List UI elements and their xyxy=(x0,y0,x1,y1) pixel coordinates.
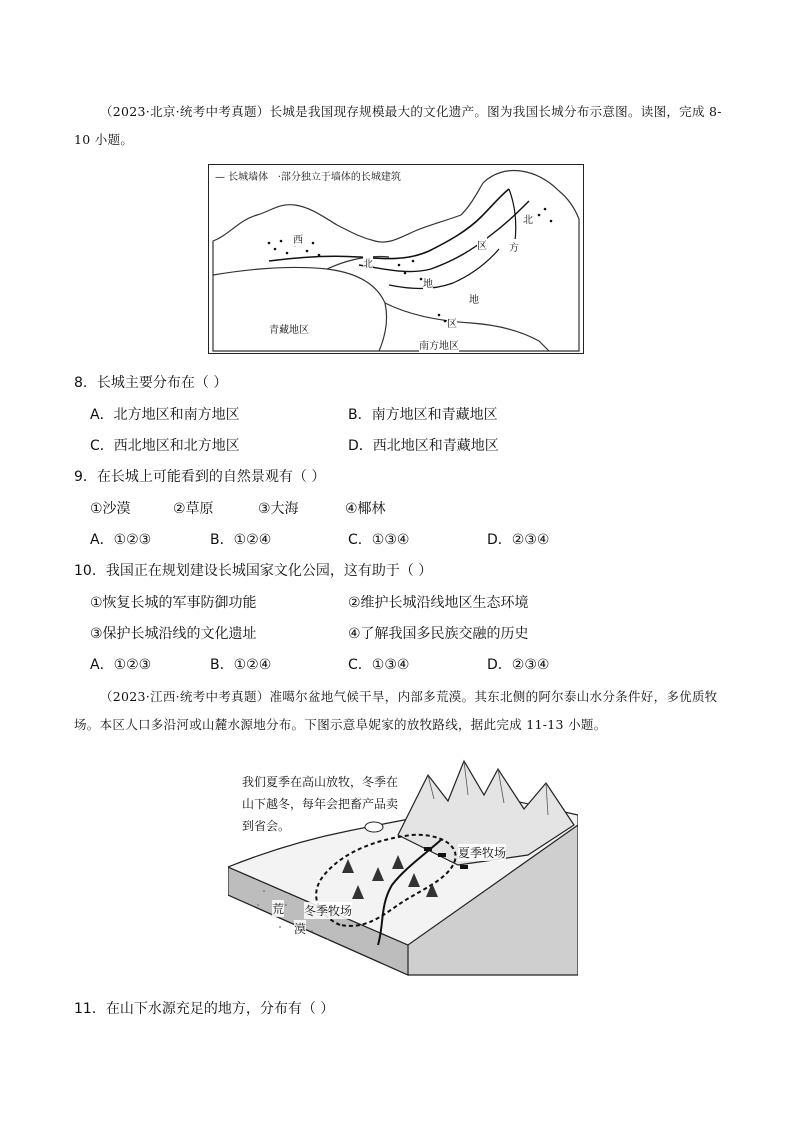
wall-line-east xyxy=(509,189,516,241)
question-8-stem: 8．长城主要分布在（ ） xyxy=(74,375,228,391)
map-label-di1: 地 xyxy=(423,275,433,290)
q10-item-4: ④了解我国多民族交融的历史 xyxy=(348,626,529,642)
intro-2-source: （2023·江西·统考中考真题） xyxy=(100,689,270,704)
great-wall-map xyxy=(208,164,584,354)
herding-illustration xyxy=(228,755,578,977)
china-outline xyxy=(213,171,579,352)
legend-wall: — 长城墙体 xyxy=(215,172,269,183)
wall-line-south xyxy=(389,249,499,289)
question-9-stem: 9．在长城上可能看到的自然景观有（ ） xyxy=(74,469,326,485)
q9-item-3: ③大海 xyxy=(258,501,299,517)
summer-pasture-label: 夏季牧场 xyxy=(458,846,507,860)
wall-line-inner xyxy=(359,201,529,272)
q9-item-4: ④椰林 xyxy=(345,501,386,517)
desert-label-huang: 荒 xyxy=(272,902,285,916)
q9-option-c[interactable]: C．①③④ xyxy=(348,532,410,548)
q10-item-2: ②维护长城沿线地区生态环境 xyxy=(348,595,529,611)
q10-item-3: ③保护长城沿线的文化遗址 xyxy=(90,626,257,642)
herder-quote: 我们夏季在高山放牧，冬季在山下越冬，每年会把畜产品卖到省会。 xyxy=(242,775,399,833)
question-11-stem: 11．在山下水源充足的地方，分布有（ ） xyxy=(74,1001,335,1017)
q10-item-1: ①恢复长城的军事防御功能 xyxy=(90,595,257,611)
map-label-xi: 西 xyxy=(293,231,303,246)
q10-option-b[interactable]: B．①②④ xyxy=(210,657,272,673)
q9-item-2: ②草原 xyxy=(173,501,214,517)
q9-option-a[interactable]: A．①②③ xyxy=(90,532,152,548)
winter-pasture-label: 冬季牧场 xyxy=(304,904,353,918)
map-label-di2: 地 xyxy=(469,291,479,306)
q10-option-d[interactable]: D．②③④ xyxy=(487,657,550,673)
map-drawing xyxy=(209,165,582,352)
q10-option-a[interactable]: A．①②③ xyxy=(90,657,152,673)
q9-option-d[interactable]: D．②③④ xyxy=(487,532,550,548)
q9-item-1: ①沙漠 xyxy=(90,501,131,517)
intro-paragraph-2 xyxy=(74,683,724,739)
map-label-bei2: 北 xyxy=(523,211,533,226)
map-label-qu1: 区 xyxy=(447,315,457,330)
map-label-qingzang: 青藏地区 xyxy=(269,321,309,336)
map-legend xyxy=(215,168,401,183)
map-label-qu2: 区 xyxy=(477,237,487,252)
map-label-nanfang: 南方地区 xyxy=(419,337,459,352)
q9-option-b[interactable]: B．①②④ xyxy=(210,532,272,548)
legend-building: ·部分独立于墙体的长城建筑 xyxy=(277,172,401,183)
south-boundary xyxy=(385,303,549,351)
q8-option-d[interactable]: D．西北地区和青藏地区 xyxy=(348,438,499,454)
wall-building-dots xyxy=(268,208,553,323)
intro-1-source: （2023·北京·统考中考真题） xyxy=(100,104,270,119)
q8-option-a[interactable]: A．北方地区和南方地区 xyxy=(90,407,240,423)
map-label-bei1: 北 xyxy=(363,255,373,270)
q8-option-b[interactable]: B．南方地区和青藏地区 xyxy=(348,407,498,423)
desert-label-mo: 漠 xyxy=(294,922,307,936)
intro-2-text: 准噶尔盆地气候干旱，内部多荒漠。其东北侧的阿尔泰山水分条件好，多优质牧场。本区人口多沿河或山麓水源地分布。下图示意阜妮家的放牧路线，据此完成 11-13 小题。 xyxy=(74,689,718,732)
qingzang-boundary xyxy=(213,267,387,351)
q8-option-c[interactable]: C．西北地区和北方地区 xyxy=(90,438,240,454)
q10-option-c[interactable]: C．①③④ xyxy=(348,657,410,673)
intro-1-text: 长城是我国现存规模最大的文化遗产。图为我国长城分布示意图。读图，完成 8-10 小题。 xyxy=(74,104,722,147)
map-label-fang: 方 xyxy=(509,239,519,254)
intro-paragraph-1 xyxy=(74,98,724,154)
question-10-stem: 10．我国正在规划建设长城国家文化公园，这有助于（ ） xyxy=(74,563,433,579)
